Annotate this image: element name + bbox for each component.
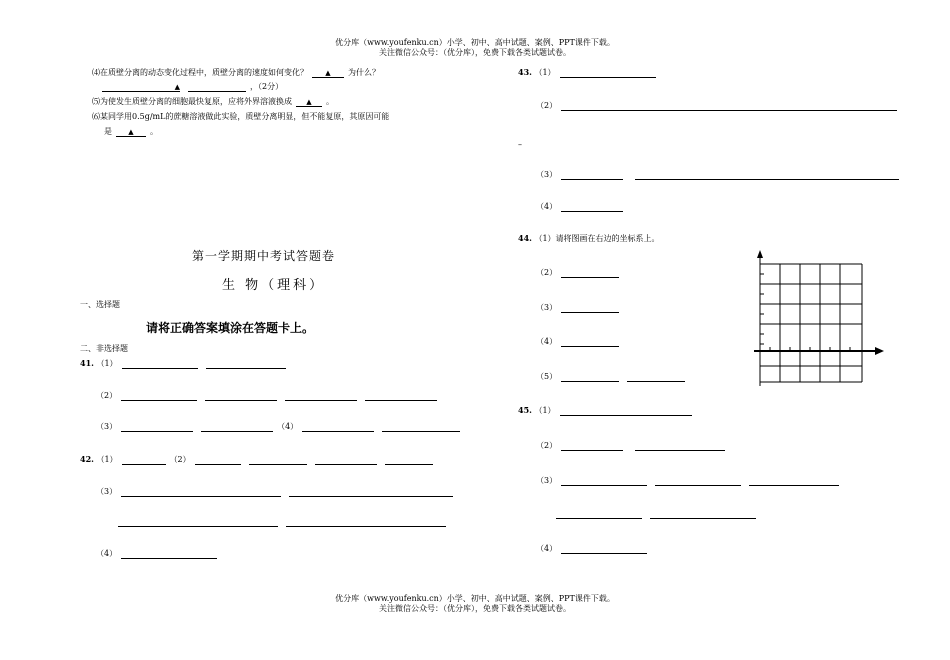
part-label: （3） (96, 422, 118, 431)
question-41-part2 (96, 390, 441, 401)
answer-blank[interactable] (122, 359, 198, 369)
answer-blank[interactable] (121, 422, 193, 432)
answer-blank[interactable] (561, 476, 647, 486)
answer-blank[interactable] (655, 476, 741, 486)
coordinate-grid[interactable] (752, 248, 888, 388)
answer-blank[interactable] (188, 82, 246, 92)
part-label: （3） (536, 170, 558, 179)
answer-blank[interactable] (561, 337, 619, 347)
answer-blank[interactable] (195, 455, 241, 465)
answer-blank[interactable] (102, 82, 180, 92)
answer-blank[interactable] (560, 68, 656, 78)
part-label: （1） (96, 359, 118, 368)
answer-blank[interactable] (561, 268, 619, 278)
question-42-part4 (96, 548, 221, 559)
question-4-text: ⑷在质壁分离的动态变化过程中，质壁分离的速度如何变化？ (92, 68, 308, 77)
answer-blank[interactable] (296, 97, 322, 107)
page-header-line2: 关注微信公众号：（优分库），免费下载各类试题试卷。 (379, 48, 571, 57)
question-44-part2 (536, 267, 623, 278)
answer-blank[interactable] (560, 406, 692, 416)
answer-blank[interactable] (201, 422, 273, 432)
part-label: （5） (536, 372, 558, 381)
answer-blank[interactable] (365, 391, 437, 401)
question-43-part4 (536, 201, 627, 212)
question-44-part5 (536, 371, 689, 382)
part-label: （4） (536, 202, 558, 211)
question-43-part2 (536, 100, 901, 111)
part-label: （2） (536, 441, 558, 450)
question-42-part3 (96, 486, 457, 497)
question-number: 43. (518, 67, 532, 77)
question-4-why: 为什么？ (348, 68, 380, 77)
answer-blank[interactable] (556, 509, 642, 519)
part-label: （4） (536, 337, 558, 346)
answer-blank[interactable] (289, 487, 453, 497)
question-45-part1 (518, 405, 696, 416)
answer-blank[interactable] (561, 303, 619, 313)
answer-blank[interactable] (249, 455, 307, 465)
answer-blank[interactable] (385, 455, 433, 465)
answer-blank[interactable] (121, 391, 197, 401)
question-43-part3 (536, 169, 903, 180)
answer-blank[interactable] (121, 487, 281, 497)
question-41-part3-4 (96, 421, 464, 432)
triangle-marker: ▲ (128, 128, 134, 136)
answer-blank[interactable] (382, 422, 460, 432)
answer-blank[interactable] (122, 455, 166, 465)
period: 。 (326, 97, 334, 106)
answer-blank[interactable] (121, 549, 217, 559)
question-44-part1 (518, 233, 660, 244)
answer-blank[interactable] (749, 476, 839, 486)
question-5-text: ⑸为使发生质壁分离的细胞最快复原，应将外界溶液换成 (92, 97, 292, 106)
part-label: （1） (534, 68, 556, 77)
part-label: （1） (534, 406, 556, 415)
answer-blank[interactable] (561, 441, 623, 451)
question-6-cont-text: 是 (104, 127, 112, 136)
question-45-part3-cont (552, 509, 760, 519)
answer-blank[interactable] (561, 544, 647, 554)
question-5 (92, 96, 334, 107)
answer-blank[interactable] (285, 391, 357, 401)
part-label: （3） (536, 303, 558, 312)
part-label: （1）请将图画在右边的坐标系上。 (534, 234, 660, 243)
x-axis-arrow (875, 347, 884, 355)
part-label: （3） (96, 487, 118, 496)
question-42-part3-cont (114, 517, 450, 527)
y-axis-arrow (757, 250, 763, 258)
part-label: （1） (96, 455, 118, 464)
answer-blank[interactable] (635, 170, 899, 180)
answer-blank[interactable] (286, 517, 446, 527)
answer-blank[interactable] (118, 517, 278, 527)
question-6: ⑹某同学用0.5g/mL的蔗糖溶液做此实验，质壁分离明显，但不能复原，其原因可能 (92, 112, 390, 121)
question-44-part3 (536, 302, 623, 313)
question-45-part2 (536, 440, 729, 451)
question-45-part4 (536, 543, 651, 554)
answer-blank[interactable] (205, 391, 277, 401)
stray-dash: – (518, 140, 522, 149)
answer-blank[interactable] (315, 455, 377, 465)
question-number: 42. (80, 454, 94, 464)
question-number: 45. (518, 405, 532, 415)
answer-blank[interactable] (635, 441, 725, 451)
triangle-marker: ▲ (325, 69, 331, 77)
page-footer-line2: 关注微信公众号：（优分库），免费下载各类试题试卷。 (379, 604, 571, 613)
answer-blank[interactable] (561, 101, 897, 111)
page-footer-line1: 优分库（www.youfenku.cn）小学、初中、高中试题、案例、PPT课件下载。 (335, 594, 615, 603)
page-header-line1: 优分库（www.youfenku.cn）小学、初中、高中试题、案例、PPT课件下载。 (335, 38, 615, 47)
answer-blank[interactable] (650, 509, 756, 519)
triangle-marker: ▲ (174, 83, 180, 91)
period: 。 (150, 127, 158, 136)
exam-subject: 生 物（理科） (222, 278, 326, 293)
question-number: 41. (80, 358, 94, 368)
answer-blank[interactable] (561, 170, 623, 180)
part-label: （2） (536, 268, 558, 277)
question-43-part1 (518, 67, 660, 78)
part-label: （2） (169, 455, 191, 464)
part-label: （4） (277, 422, 299, 431)
answer-blank[interactable] (561, 202, 623, 212)
question-number: 44. (518, 233, 532, 243)
answer-blank[interactable] (627, 372, 685, 382)
section-2-heading: 二、非选择题 (80, 344, 128, 353)
part-label: （4） (536, 544, 558, 553)
answer-blank[interactable] (302, 422, 374, 432)
part-label: （4） (96, 549, 118, 558)
question-4 (92, 67, 380, 78)
question-4-score: ，（2分） (250, 82, 284, 91)
part-label: （3） (536, 476, 558, 485)
question-6-cont (104, 126, 158, 137)
answer-blank[interactable] (561, 372, 619, 382)
answer-blank[interactable] (206, 359, 286, 369)
exam-title: 第一学期期中考试答题卷 (192, 249, 336, 263)
question-4-cont (98, 81, 283, 92)
section-1-heading: 一、选择题 (80, 300, 120, 309)
question-42-part1-2 (80, 454, 437, 465)
answer-card-notice: 请将正确答案填涂在答题卡上。 (146, 321, 315, 335)
question-44-part4 (536, 336, 623, 347)
answer-blank[interactable] (312, 68, 344, 78)
question-45-part3 (536, 475, 843, 486)
part-label: （2） (536, 101, 558, 110)
part-label: （2） (96, 391, 118, 400)
question-41-part1 (80, 358, 290, 369)
answer-blank[interactable] (116, 127, 146, 137)
triangle-marker: ▲ (306, 98, 312, 106)
